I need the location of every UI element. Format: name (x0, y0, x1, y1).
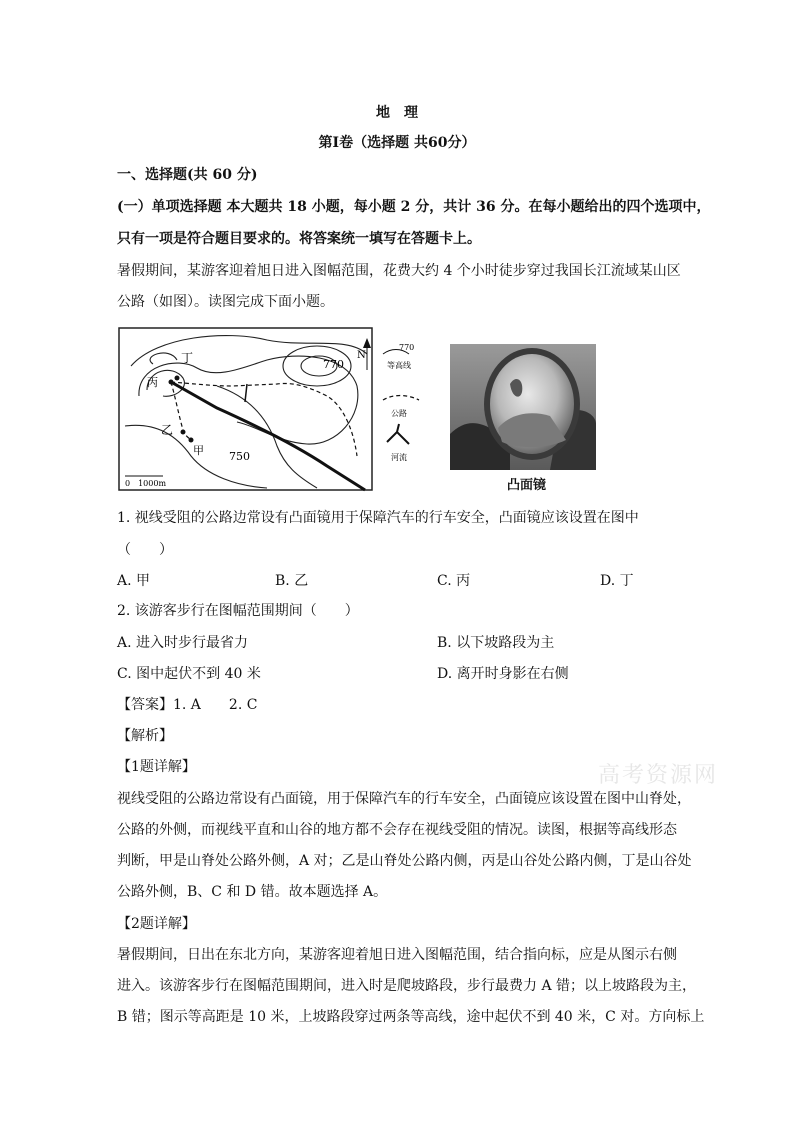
point-label-ding: 丁 (181, 351, 194, 365)
intro-line-1: 暑假期间，某游客迎着旭日进入图幅范围，花费大约 4 个小时徒步穿过我国长江流域某山区 (117, 263, 681, 279)
question-2-option-d[interactable]: D. 离开时身影在右侧 (437, 666, 569, 682)
point-label-yi: 乙 (161, 423, 174, 437)
section-heading: 一、选择题(共 60 分) (117, 167, 258, 183)
mirror-caption: 凸面镜 (507, 478, 547, 493)
detail-1-line-2: 公路的外侧，而视线平直和山谷的地方都不会存在视线受阻的情况。读图，根据等高线形态 (117, 822, 677, 838)
instructions-line-1: (一）单项选择题 本大题共 18 小题，每小题 2 分，共计 36 分。在每小题给出的四个选项中， (117, 199, 711, 215)
analysis-heading: 【解析】 (117, 728, 173, 744)
page-subtitle: 第Ⅰ卷（选择题 共60分） (318, 135, 476, 151)
contour-label-770: 770 (323, 358, 344, 371)
legend-river-text: 河流 (391, 453, 407, 462)
question-2-option-a[interactable]: A. 进入时步行最省力 (117, 635, 249, 651)
question-1-bracket: （ ） (117, 542, 173, 558)
point-label-jia: 甲 (193, 444, 204, 457)
detail-1-line-3: 判断，甲是山脊处公路外侧，A 对；乙是山脊处公路内侧，丙是山谷处公路内侧，丁是山谷处 (117, 853, 692, 869)
question-1-option-c[interactable]: C. 丙 (437, 573, 471, 589)
legend-road-sample (383, 396, 419, 401)
detail-2-line-1: 暑假期间，日出在东北方向，某游客迎着旭日进入图幅范围，结合指向标，应是从图示右侧 (117, 947, 677, 963)
legend-contour-text: 等高线 (387, 361, 411, 370)
watermark: 高考资源网 (598, 763, 719, 788)
intro-line-2: 公路（如图）。读图完成下面小题。 (117, 294, 334, 310)
answer-line: 【答案】1. A 2. C (117, 697, 258, 713)
detail-1-line-4: 公路外侧，B、C 和 D 错。故本题选择 A。 (117, 884, 388, 900)
point-label-bing: 丙 (147, 376, 158, 389)
question-1-option-b[interactable]: B. 乙 (275, 573, 309, 589)
point-jia-marker (189, 438, 194, 443)
legend-road-text: 公路 (391, 409, 407, 418)
question-1-option-d[interactable]: D. 丁 (600, 573, 634, 589)
contour-label-750: 750 (229, 450, 250, 463)
legend-contour-value: 770 (399, 343, 415, 352)
map-frame (119, 328, 372, 490)
point-ding-marker (175, 376, 180, 381)
instructions-line-2: 只有一项是符合题目要求的。将答案统一填写在答题卡上。 (117, 231, 481, 247)
convex-mirror-photo (450, 344, 596, 474)
detail-1-line-1: 视线受阻的公路边常设有凸面镜，用于保障汽车的行车安全，凸面镜应该设置在图中山脊处， (117, 791, 691, 807)
detail-1-heading: 【1题详解】 (117, 759, 196, 775)
north-label: N (357, 350, 366, 361)
detail-2-line-3: B 错；图示等高距是 10 米，上坡路段穿过两条等高线，途中起伏不到 40 米，C 对。方向标上 (117, 1009, 705, 1025)
question-1-option-a[interactable]: A. 甲 (117, 573, 151, 589)
detail-2-heading: 【2题详解】 (117, 916, 196, 932)
point-yi-marker (181, 430, 186, 435)
topographic-map (117, 326, 437, 498)
question-2-option-c[interactable]: C. 图中起伏不到 40 米 (117, 666, 261, 682)
page-title: 地 理 (376, 105, 418, 121)
question-2-stem: 2. 该游客步行在图幅范围期间（ ） (117, 603, 359, 619)
detail-2-line-2: 进入。该游客步行在图幅范围期间，进入时是爬坡路段，步行最费力 A 错；以上坡路段为主， (117, 978, 697, 994)
legend-river-sample (387, 424, 409, 444)
scale-label: 0 1000m (125, 479, 167, 488)
point-bing-marker (169, 380, 174, 385)
question-2-option-b[interactable]: B. 以下坡路段为主 (437, 635, 555, 651)
question-1-stem: 1. 视线受阻的公路边常设有凸面镜用于保障汽车的行车安全，凸面镜应该设置在图中 (117, 510, 639, 526)
